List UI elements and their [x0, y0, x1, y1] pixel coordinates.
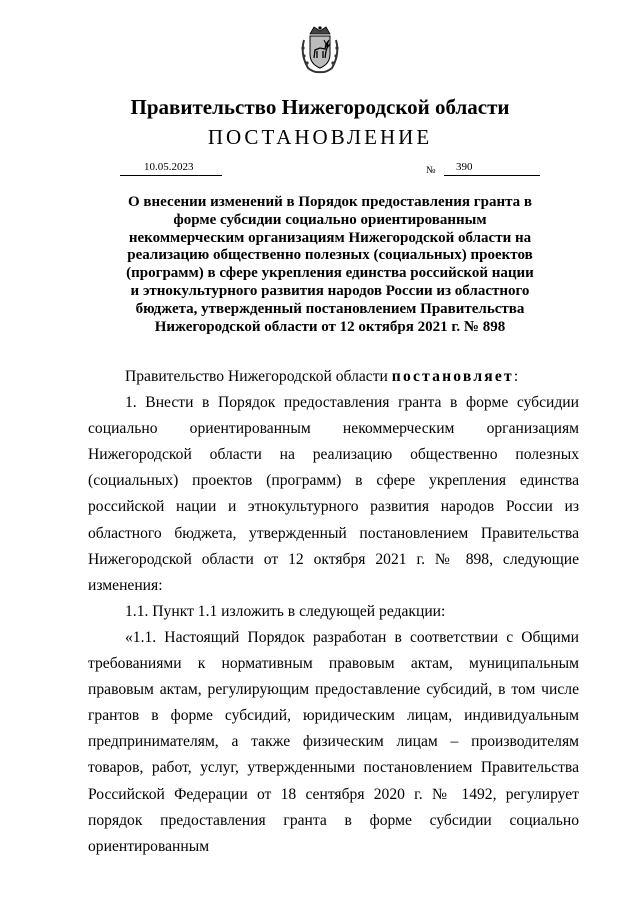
document-title: О внесении изменений в Порядок предоставления гранта в форме субсидии социально ориентированным некоммерческим организациям Нижегородской области на реализацию общественно полезных (социальных) проектов (программ) в сфере укрепления единства российской нации и этнокультурного развития народов России из областного бюджета, утвержденный постановлением Правительства Нижегородской области от 12 октября 2021 г. № 898	[126, 194, 534, 335]
government-name: Правительство Нижегородской области	[130, 95, 510, 119]
document-type: ПОСТАНОВЛЕНИЕ	[207, 125, 433, 149]
intro-spaced-word: постановляет	[391, 368, 514, 385]
coat-of-arms-icon	[298, 24, 342, 74]
document-meta	[0, 160, 640, 182]
intro-prefix: Правительство Нижегородской области	[125, 368, 392, 385]
document-body	[88, 364, 579, 860]
paragraph-1: 1. Внести в Порядок предоставления гранта в форме субсидии социально ориентированным некоммерческим организациям Нижегородской области на реализацию общественно полезных (социальных) проектов (программ) в сфере укрепления единства российской нации и этнокультурного развития народов России из областного бюджета, утвержденный постановлением Правительства Нижегородской области от 12 октября 2021 г. № 898, следующие изменения:	[88, 394, 579, 594]
number-label: №	[426, 165, 436, 176]
document-date: 10.05.2023	[120, 160, 222, 176]
paragraph-2: 1.1. Пункт 1.1 изложить в следующей редакции:	[125, 602, 446, 620]
document-number: 390	[444, 160, 540, 176]
paragraph-3: «1.1. Настоящий Порядок разработан в соответствии с Общими требованиями к нормативным правовым актам, муниципальным правовым актам, регулирующим предоставление субсидий, в том числе грантов в форме субсидий, юридическим лицам, индивидуальным предпринимателям, а также физическим лицам – производителям товаров, работ, услуг, утвержденными постановлением Правительства Российской Федерации от 18 сентября 2020 г. № 1492, регулирует порядок предоставления гранта в форме субсидии социально ориентированным	[88, 628, 579, 855]
intro-suffix: :	[513, 368, 519, 385]
intro-paragraph	[88, 364, 579, 390]
